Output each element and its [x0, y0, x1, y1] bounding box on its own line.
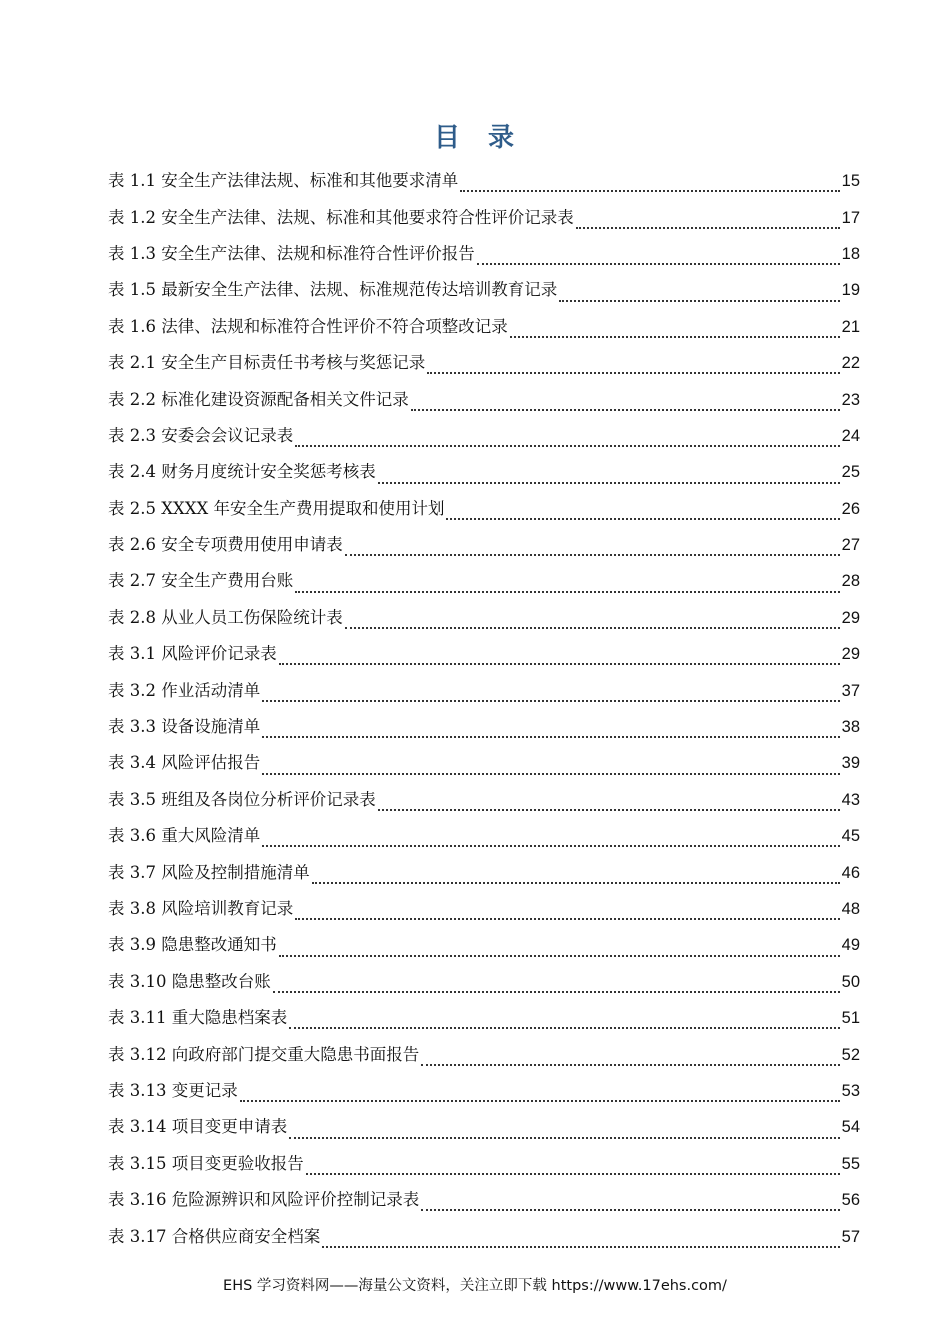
toc-entry[interactable]: [108, 1218, 860, 1254]
toc-entry-page-number: 49: [841, 936, 860, 955]
toc-entry-page-number: 21: [841, 317, 860, 336]
toc-entry-page-number: 28: [841, 572, 860, 591]
toc-entry-label: 表 1.5 最新安全生产法律、法规、标准规范传达培训教育记录: [108, 280, 558, 300]
toc-entry-label: 表 2.4 财务月度统计安全奖惩考核表: [108, 462, 376, 482]
toc-entry-label: 表 2.1 安全生产目标责任书考核与奖惩记录: [108, 353, 426, 373]
toc-entry[interactable]: [108, 236, 860, 272]
toc-entry-page-number: 38: [841, 718, 860, 737]
toc-entry[interactable]: [108, 381, 860, 417]
toc-dot-leader: [262, 827, 839, 847]
toc-entry-page-number: 17: [841, 208, 860, 227]
toc-entry-page-number: 50: [841, 972, 860, 991]
toc-dot-leader: [262, 718, 839, 738]
toc-dot-leader: [240, 1082, 840, 1102]
toc-entry-page-number: 27: [841, 536, 860, 555]
toc-entry[interactable]: [108, 1109, 860, 1145]
toc-entry-label: 表 3.6 重大风险清单: [108, 826, 261, 846]
toc-entry-label: 表 1.6 法律、法规和标准符合性评价不符合项整改记录: [108, 316, 508, 336]
toc-dot-leader: [279, 645, 840, 665]
toc-entry-label: 表 1.1 安全生产法律法规、标准和其他要求清单: [108, 171, 459, 191]
toc-entry-page-number: 39: [841, 754, 860, 773]
toc-dot-leader: [322, 1228, 839, 1248]
toc-dot-leader: [262, 682, 839, 702]
toc-entry-page-number: 15: [841, 172, 860, 191]
toc-dot-leader: [427, 354, 839, 374]
toc-entry-label: 表 3.12 向政府部门提交重大隐患书面报告: [108, 1044, 420, 1064]
toc-dot-leader: [421, 1191, 839, 1211]
toc-dot-leader: [306, 1155, 840, 1175]
toc-entry-label: 表 3.5 班组及各岗位分析评价记录表: [108, 789, 376, 809]
toc-entry-page-number: 46: [841, 863, 860, 882]
toc-dot-leader: [378, 464, 840, 484]
toc-entry-page-number: 52: [841, 1045, 860, 1064]
toc-entry-page-number: 19: [841, 281, 860, 300]
toc-dot-leader: [576, 209, 840, 229]
toc-entry-label: 表 3.9 隐患整改通知书: [108, 935, 277, 955]
toc-entry-page-number: 45: [841, 827, 860, 846]
toc-entry[interactable]: [108, 163, 860, 199]
toc-entry-label: 表 3.4 风险评估报告: [108, 753, 261, 773]
toc-entry[interactable]: [108, 454, 860, 490]
toc-entry-page-number: 56: [841, 1191, 860, 1210]
toc-entry[interactable]: [108, 745, 860, 781]
toc-entry[interactable]: [108, 527, 860, 563]
toc-entry[interactable]: [108, 600, 860, 636]
toc-entry[interactable]: [108, 709, 860, 745]
toc-dot-leader: [421, 1046, 839, 1066]
toc-entry-label: 表 3.13 变更记录: [108, 1080, 238, 1100]
toc-entry-page-number: 29: [841, 645, 860, 664]
toc-dot-leader: [312, 864, 840, 884]
toc-entry[interactable]: [108, 418, 860, 454]
toc-entry-label: 表 3.11 重大隐患档案表: [108, 1008, 288, 1028]
toc-entry-label: 表 3.10 隐患整改台账: [108, 971, 271, 991]
toc-entry-page-number: 57: [841, 1227, 860, 1246]
toc-dot-leader: [279, 937, 840, 957]
toc-dot-leader: [378, 791, 840, 811]
toc-dot-leader: [446, 500, 839, 520]
toc-entry-page-number: 37: [841, 681, 860, 700]
toc-dot-leader: [345, 536, 840, 556]
toc-entry-label: 表 3.15 项目变更验收报告: [108, 1153, 304, 1173]
toc-entry[interactable]: [108, 345, 860, 381]
toc-entry-page-number: 29: [841, 608, 860, 627]
toc-entry[interactable]: [108, 1000, 860, 1036]
toc-entry[interactable]: [108, 782, 860, 818]
toc-entry[interactable]: [108, 1036, 860, 1072]
toc-entry[interactable]: [108, 272, 860, 308]
toc-entry-page-number: 22: [841, 354, 860, 373]
toc-entry[interactable]: [108, 854, 860, 890]
toc-dot-leader: [411, 391, 840, 411]
toc-entry-label: 表 3.1 风险评价记录表: [108, 644, 277, 664]
toc-entry-label: 表 3.17 合格供应商安全档案: [108, 1226, 321, 1246]
toc-entry-label: 表 3.7 风险及控制措施清单: [108, 862, 310, 882]
toc-entry-label: 表 3.14 项目变更申请表: [108, 1117, 288, 1137]
toc-entry-label: 表 2.7 安全生产费用台账: [108, 571, 294, 591]
toc-entry-label: 表 3.8 风险培训教育记录: [108, 899, 294, 918]
toc-entry-label: 表 3.16 危险源辨识和风险评价控制记录表: [108, 1190, 420, 1210]
toc-entry-page-number: 48: [841, 900, 860, 918]
toc-entry[interactable]: [108, 927, 860, 963]
toc-entry[interactable]: [108, 491, 860, 527]
toc-dot-leader: [289, 1009, 839, 1029]
toc-entry-label: 表 2.8 从业人员工伤保险统计表: [108, 607, 343, 627]
toc-entry[interactable]: [108, 891, 860, 927]
toc-entry-page-number: 51: [841, 1009, 860, 1028]
toc-entry-page-number: 43: [841, 790, 860, 809]
toc-entry[interactable]: [108, 1146, 860, 1182]
toc-title-char-2: 录: [488, 123, 517, 153]
toc-entry-label: 表 2.3 安委会会议记录表: [108, 425, 294, 445]
toc-dot-leader: [477, 245, 840, 265]
toc-entry-page-number: 26: [841, 499, 860, 518]
toc-entry[interactable]: [108, 636, 860, 672]
toc-entry[interactable]: [108, 309, 860, 345]
toc-entry[interactable]: [108, 1182, 860, 1218]
toc-dot-leader: [295, 573, 839, 593]
toc-dot-leader: [295, 900, 839, 920]
toc-dot-leader: [460, 172, 839, 192]
toc-entry-label: 表 1.3 安全生产法律、法规和标准符合性评价报告: [108, 243, 475, 263]
toc-entry-page-number: 18: [841, 244, 860, 263]
toc-entry-page-number: 25: [841, 463, 860, 482]
toc-title-char-1: 目: [433, 123, 462, 153]
toc-dot-leader: [510, 318, 840, 338]
toc-entry-label: 表 1.2 安全生产法律、法规、标准和其他要求符合性评价记录表: [108, 207, 574, 227]
toc-entry-page-number: 55: [841, 1154, 860, 1173]
toc-entry[interactable]: [108, 818, 860, 854]
toc-entry[interactable]: [108, 964, 860, 1000]
toc-entry[interactable]: [108, 199, 860, 235]
toc-entry[interactable]: [108, 1073, 860, 1109]
toc-dot-leader: [345, 609, 840, 629]
toc-entry-label: 表 3.2 作业活动清单: [108, 680, 261, 700]
footer-text: EHS 学习资料网——海量公文资料，关注立即下载 https://www.17ehs.com/: [223, 1278, 727, 1294]
toc-entry-page-number: 24: [841, 426, 860, 445]
toc-title: [0, 120, 950, 156]
toc-entry[interactable]: [108, 563, 860, 599]
toc-entry-label: 表 3.3 设备设施清单: [108, 717, 261, 737]
toc-entry-page-number: 54: [841, 1118, 860, 1137]
toc-dot-leader: [273, 973, 840, 993]
toc-list: [108, 163, 860, 1255]
toc-entry[interactable]: [108, 672, 860, 708]
toc-entry-page-number: 53: [841, 1081, 860, 1100]
toc-dot-leader: [295, 427, 839, 447]
toc-entry-label: 表 2.6 安全专项费用使用申请表: [108, 535, 343, 555]
toc-dot-leader: [262, 755, 839, 775]
toc-entry-label: 表 2.2 标准化建设资源配备相关文件记录: [108, 389, 409, 409]
toc-entry-page-number: 23: [841, 390, 860, 409]
toc-dot-leader: [289, 1119, 839, 1139]
toc-dot-leader: [559, 282, 839, 302]
toc-entry-label: 表 2.5 XXXX 年安全生产费用提取和使用计划: [108, 498, 445, 518]
